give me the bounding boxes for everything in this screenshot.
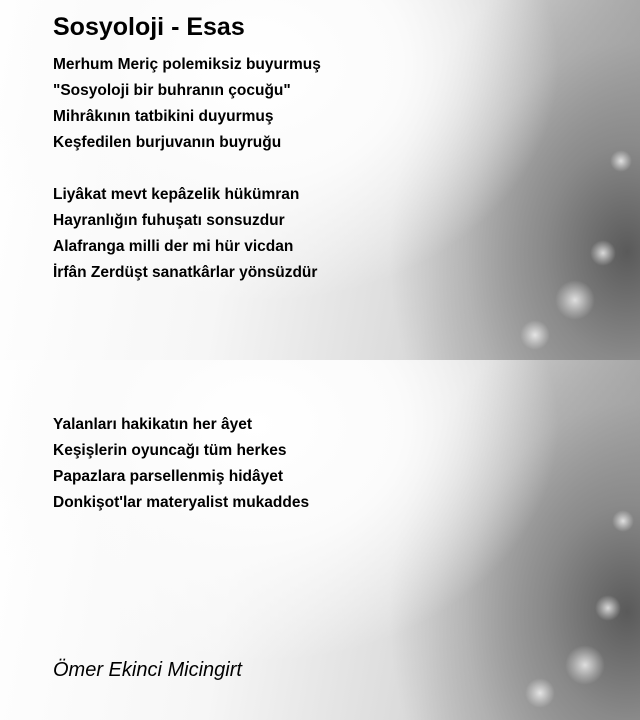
poem-line: Keşfedilen burjuvanın buyruğu xyxy=(53,134,282,151)
bokeh-light xyxy=(525,678,555,708)
poem-stanza xyxy=(53,182,317,286)
poem-card-bottom xyxy=(0,360,640,720)
poem-line: İrfân Zerdüşt sanatkârlar yönsüzdür xyxy=(53,264,318,281)
bokeh-light xyxy=(610,150,632,172)
bokeh-light xyxy=(555,280,595,320)
bokeh-light xyxy=(565,645,605,685)
bokeh-light xyxy=(612,510,634,532)
bokeh-light xyxy=(590,240,616,266)
poem-line: Papazlara parsellenmiş hidâyet xyxy=(53,468,284,485)
bokeh-light xyxy=(595,595,621,621)
poem-line: Liyâkat mevt kepâzelik hükümran xyxy=(53,186,300,203)
poem-line: Alafranga milli der mi hür vicdan xyxy=(53,238,294,255)
poem-stanza xyxy=(53,412,309,516)
poem-line: Keşişlerin oyuncağı tüm herkes xyxy=(53,442,287,459)
poem-line: Merhum Meriç polemiksiz buyurmuş xyxy=(53,56,321,73)
poem-stanza xyxy=(53,52,321,156)
bokeh-light xyxy=(520,320,550,350)
poem-author: Ömer Ekinci Micingirt xyxy=(53,659,242,681)
poem-line: Yalanları hakikatın her âyet xyxy=(53,416,253,433)
poem-line: Mihrâkının tatbikini duyurmuş xyxy=(53,108,274,125)
poem-line: Donkişot'lar materyalist mukaddes xyxy=(53,494,310,511)
poem-line: Hayranlığın fuhuşatı sonsuzdur xyxy=(53,212,285,229)
poem-title: Sosyoloji - Esas xyxy=(53,13,245,41)
poem-line: "Sosyoloji bir buhranın çocuğu" xyxy=(53,82,291,99)
